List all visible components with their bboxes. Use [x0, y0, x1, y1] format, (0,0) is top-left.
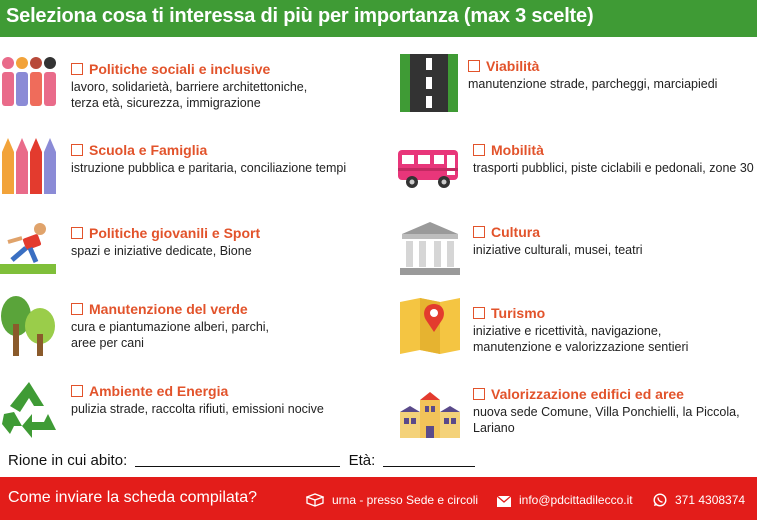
map-pin-icon [400, 298, 460, 354]
checkbox[interactable] [71, 144, 83, 156]
phone-text[interactable]: 371 4308374 [675, 493, 746, 507]
form-row [8, 452, 475, 469]
checkbox[interactable] [473, 144, 485, 156]
option-title: Ambiente ed Energia [89, 383, 229, 399]
option-desc-line: nuova sede Comune, Villa Ponchielli, la Piccola, [473, 405, 740, 419]
option-manutenzione-verde[interactable] [71, 301, 269, 351]
checkbox[interactable] [71, 303, 83, 315]
option-viabilita[interactable] [468, 58, 717, 92]
option-scuola-famiglia[interactable] [71, 142, 346, 176]
email-text[interactable]: info@pdcittadilecco.it [519, 493, 633, 507]
bus-icon [398, 148, 460, 190]
mail-icon [497, 496, 511, 507]
checkbox[interactable] [473, 388, 485, 400]
option-title: Mobilità [491, 142, 544, 158]
footer-urna [306, 493, 478, 507]
urna-text: urna - presso Sede e circoli [332, 493, 479, 507]
checkbox[interactable] [473, 307, 485, 319]
option-turismo[interactable] [473, 305, 688, 355]
eta-label: Età: [348, 452, 376, 469]
box-icon [306, 493, 324, 507]
option-title: Viabilità [486, 58, 540, 74]
option-desc-line: terza età, sicurezza, immigrazione [71, 96, 261, 110]
option-cultura[interactable] [473, 224, 643, 258]
runner-icon [0, 220, 58, 276]
page-title: Seleziona cosa ti interessa di più per importanza (max 3 scelte) [6, 5, 594, 27]
pencils-icon [0, 138, 58, 196]
option-desc-line: cura e piantumazione alberi, parchi, [71, 320, 270, 334]
option-desc-line: trasporti pubblici, piste ciclabili e pedonali, zone 30 [473, 161, 754, 175]
option-title: Politiche sociali e inclusive [89, 61, 271, 77]
recycle-icon [0, 380, 58, 438]
option-title: Cultura [491, 224, 540, 240]
option-desc-line: spazi e iniziative dedicate, Bione [71, 244, 252, 258]
checkbox[interactable] [71, 227, 83, 239]
option-desc-line: aree per cani [71, 336, 144, 350]
road-icon [400, 54, 458, 112]
checkbox[interactable] [473, 226, 485, 238]
option-valorizzazione-edifici[interactable] [473, 386, 740, 436]
rione-label: Rione in cui abito: [8, 452, 128, 469]
option-politiche-sociali[interactable] [71, 61, 307, 111]
option-ambiente-energia[interactable] [71, 383, 324, 417]
whatsapp-icon [653, 493, 667, 507]
eta-input-line[interactable] [383, 466, 475, 467]
option-title: Turismo [491, 305, 546, 321]
checkbox[interactable] [71, 63, 83, 75]
option-desc-line: Lariano [473, 421, 515, 435]
option-desc-line: istruzione pubblica e paritaria, conciliazione tempi [71, 161, 347, 175]
header-bar [0, 0, 757, 37]
option-desc-line: iniziative e ricettività, navigazione, [473, 324, 662, 338]
option-title: Manutenzione del verde [89, 301, 248, 317]
footer-bar [0, 477, 757, 520]
footer-phone[interactable] [653, 493, 745, 507]
footer-email[interactable] [497, 493, 633, 507]
option-mobilita[interactable] [473, 142, 754, 176]
option-title: Politiche giovanili e Sport [89, 225, 261, 241]
option-desc-line: manutenzione strade, parcheggi, marciapiedi [468, 77, 718, 91]
option-politiche-giovanili[interactable] [71, 225, 260, 259]
checkbox[interactable] [71, 385, 83, 397]
option-desc-line: lavoro, solidarietà, barriere architettoniche, [71, 80, 308, 94]
option-desc-line: manutenzione e valorizzazione sentieri [473, 340, 689, 354]
option-title: Valorizzazione edifici ed aree [491, 386, 684, 402]
checkbox[interactable] [468, 60, 480, 72]
option-title: Scuola e Famiglia [89, 142, 208, 158]
footer-question: Come inviare la scheda compilata? [8, 489, 258, 506]
trees-icon [0, 296, 58, 358]
museum-icon [400, 220, 460, 276]
rione-input-line[interactable] [135, 466, 340, 467]
option-desc-line: iniziative culturali, musei, teatri [473, 243, 643, 257]
people-icon [0, 56, 58, 108]
building-icon [400, 390, 460, 438]
option-desc-line: pulizia strade, raccolta rifiuti, emissioni nocive [71, 402, 324, 416]
